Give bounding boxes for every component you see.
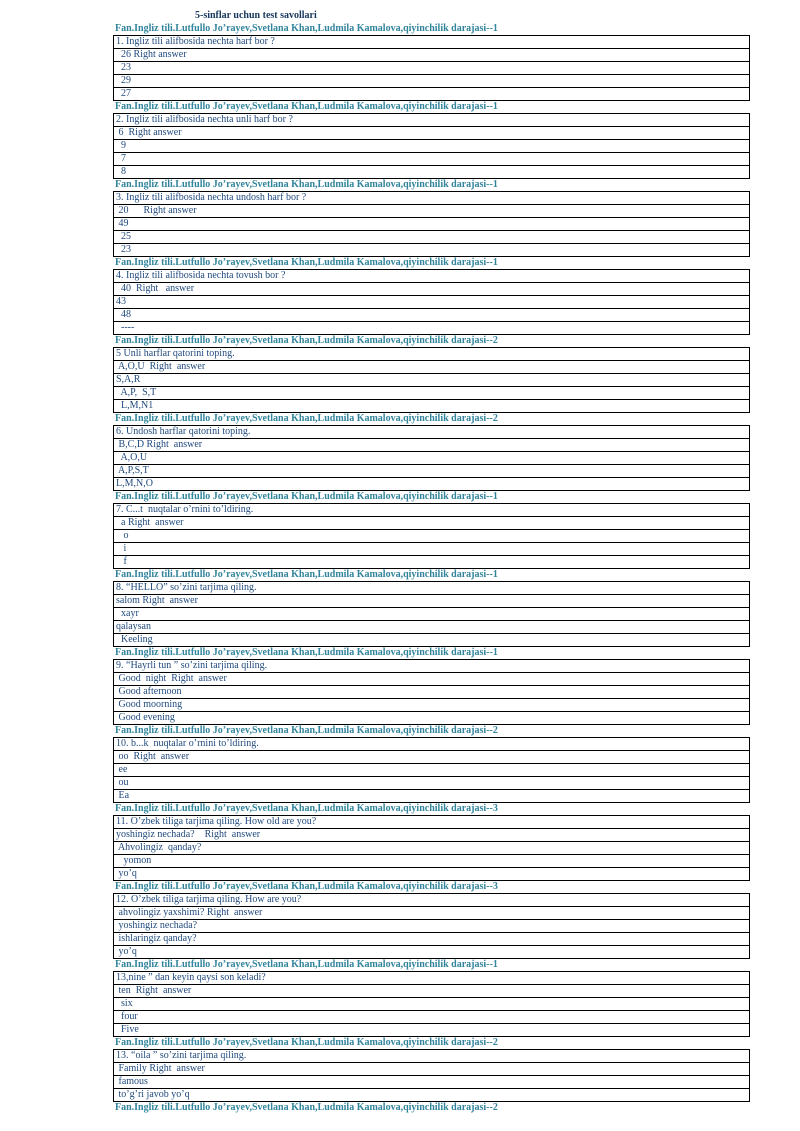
answer-option: Good evening xyxy=(114,711,749,724)
answer-option: yo’q xyxy=(114,945,749,958)
answer-option: Good afternoon xyxy=(114,685,749,698)
answer-option: Ahvolingiz qanday? xyxy=(114,841,749,854)
answer-option: B,C,D Right answer xyxy=(114,438,749,451)
answer-option: four xyxy=(114,1010,749,1023)
subject-header: Fan.Ingliz tili.Lutfullo Jo’rayev,Svetlana Khan,Ludmila Kamalova,qiyinchilik darajasi--2 xyxy=(115,725,498,736)
answer-option: Family Right answer xyxy=(114,1062,749,1075)
question-table xyxy=(113,1049,750,1102)
answer-option: 23 xyxy=(114,61,749,74)
question-list xyxy=(113,23,750,1102)
subject-header: Fan.Ingliz tili.Lutfullo Jo’rayev,Svetlana Khan,Ludmila Kamalova,qiyinchilik darajasi--3 xyxy=(115,803,498,814)
test-document xyxy=(113,9,750,1114)
question-table xyxy=(113,971,750,1037)
answer-option: 29 xyxy=(114,74,749,87)
answer-option: 20 Right answer xyxy=(114,204,749,217)
question-text: 11. O’zbek tiliga tarjima qiling. How old are you? xyxy=(116,816,317,827)
document-title: 5-sinflar uchun test savollari xyxy=(195,10,317,21)
question-text: 2. Ingliz tili alifbosida nechta unli harf bor ? xyxy=(116,114,293,125)
subject-header: Fan.Ingliz tili.Lutfullo Jo’rayev,Svetlana Khan,Ludmila Kamalova,qiyinchilik darajasi--3 xyxy=(115,881,498,892)
answer-option: oo Right answer xyxy=(114,750,749,763)
answer-option: Good moorning xyxy=(114,698,749,711)
subject-header: Fan.Ingliz tili.Lutfullo Jo’rayev,Svetlana Khan,Ludmila Kamalova,qiyinchilik darajasi--1 xyxy=(115,491,498,502)
question-table xyxy=(113,35,750,101)
answer-option: yoshingiz nechada? Right answer xyxy=(114,828,749,841)
answer-option: A,O,U xyxy=(114,451,749,464)
answer-option: f xyxy=(114,555,749,568)
answer-option: yo’q xyxy=(114,867,749,880)
question-table xyxy=(113,737,750,803)
answer-option: a Right answer xyxy=(114,516,749,529)
subject-header: Fan.Ingliz tili.Lutfullo Jo’rayev,Svetlana Khan,Ludmila Kamalova,qiyinchilik darajasi--2 xyxy=(115,413,498,424)
question-table xyxy=(113,893,750,959)
subject-header: Fan.Ingliz tili.Lutfullo Jo’rayev,Svetlana Khan,Ludmila Kamalova,qiyinchilik darajasi--1 xyxy=(115,101,498,112)
subject-header: Fan.Ingliz tili.Lutfullo Jo’rayev,Svetlana Khan,Ludmila Kamalova,qiyinchilik darajasi--1 xyxy=(115,257,498,268)
answer-option: 23 xyxy=(114,243,749,256)
answer-option: A,O,U Right answer xyxy=(114,360,749,373)
subject-header: Fan.Ingliz tili.Lutfullo Jo’rayev,Svetlana Khan,Ludmila Kamalova,qiyinchilik darajasi--1 xyxy=(115,23,498,34)
answer-option: 7 xyxy=(114,152,749,165)
answer-option: 49 xyxy=(114,217,749,230)
answer-option: ---- xyxy=(114,321,749,334)
subject-header: Fan.Ingliz tili.Lutfullo Jo’rayev,Svetlana Khan,Ludmila Kamalova,qiyinchilik darajasi--2 xyxy=(115,335,498,346)
subject-header: Fan.Ingliz tili.Lutfullo Jo’rayev,Svetlana Khan,Ludmila Kamalova,qiyinchilik darajasi--1 xyxy=(115,647,498,658)
subject-header: Fan.Ingliz tili.Lutfullo Jo’rayev,Svetlana Khan,Ludmila Kamalova,qiyinchilik darajasi--1 xyxy=(115,569,498,580)
answer-option: 25 xyxy=(114,230,749,243)
answer-option: ishlaringiz qanday? xyxy=(114,932,749,945)
answer-option: 26 Right answer xyxy=(114,48,749,61)
answer-option: yoshingiz nechada? xyxy=(114,919,749,932)
question-text: 9. “Hayrli tun ” so’zini tarjima qiling. xyxy=(116,660,268,671)
question-text: 4. Ingliz tili alifbosida nechta tovush bor ? xyxy=(116,270,286,281)
subject-header: Fan.Ingliz tili.Lutfullo Jo’rayev,Svetlana Khan,Ludmila Kamalova,qiyinchilik darajasi--1 xyxy=(115,959,498,970)
answer-option: 9 xyxy=(114,139,749,152)
answer-option: o xyxy=(114,529,749,542)
answer-option: 6 Right answer xyxy=(114,126,749,139)
answer-option: i xyxy=(114,542,749,555)
answer-option: famous xyxy=(114,1075,749,1088)
answer-option: salom Right answer xyxy=(114,594,749,607)
question-table xyxy=(113,425,750,491)
answer-option: S,A,R xyxy=(114,373,749,386)
answer-option: six xyxy=(114,997,749,1010)
answer-option: Ea xyxy=(114,789,749,802)
question-text: 5 Unli harflar qatorini toping. xyxy=(116,348,235,359)
answer-option: A,P, S,T xyxy=(114,386,749,399)
answer-option: A,P,S,T xyxy=(114,464,749,477)
question-table xyxy=(113,581,750,647)
answer-option: ou xyxy=(114,776,749,789)
question-table xyxy=(113,659,750,725)
answer-option: ten Right answer xyxy=(114,984,749,997)
question-text: 8. “HELLO” so’zini tarjima qiling. xyxy=(116,582,257,593)
question-text: 12. O’zbek tiliga tarjima qiling. How are you? xyxy=(116,894,302,905)
answer-option: 40 Right answer xyxy=(114,282,749,295)
answer-option: L,M,N1 xyxy=(114,399,749,412)
question-text: 3. Ingliz tili alifbosida nechta undosh harf bor ? xyxy=(116,192,307,203)
answer-option: 43 xyxy=(114,295,749,308)
answer-option: qalaysan xyxy=(114,620,749,633)
question-text: 13. “oila ” so’zini tarjima qiling. xyxy=(116,1050,247,1061)
question-table xyxy=(113,347,750,413)
answer-option: Good night Right answer xyxy=(114,672,749,685)
answer-option: yomon xyxy=(114,854,749,867)
question-text: 7. C...t nuqtalar o’rnini to’ldiring. xyxy=(116,504,254,515)
question-table xyxy=(113,191,750,257)
question-table xyxy=(113,269,750,335)
answer-option: ee xyxy=(114,763,749,776)
answer-option: xayr xyxy=(114,607,749,620)
question-text: 1. Ingliz tili alifbosida nechta harf bor ? xyxy=(116,36,275,47)
answer-option: 48 xyxy=(114,308,749,321)
subject-header: Fan.Ingliz tili.Lutfullo Jo’rayev,Svetlana Khan,Ludmila Kamalova,qiyinchilik darajasi--1 xyxy=(115,179,498,190)
question-table xyxy=(113,815,750,881)
answer-option: to’g’ri javob yo’q xyxy=(114,1088,749,1101)
answer-option: Keeling xyxy=(114,633,749,646)
question-text: 13,nine ” dan keyin qaysi son keladi? xyxy=(116,972,266,983)
answer-option: ahvolingiz yaxshimi? Right answer xyxy=(114,906,749,919)
question-table xyxy=(113,113,750,179)
trailing-subject-header: Fan.Ingliz tili.Lutfullo Jo’rayev,Svetlana Khan,Ludmila Kamalova,qiyinchilik darajasi--2 xyxy=(115,1102,498,1113)
answer-option: 8 xyxy=(114,165,749,178)
question-text: 6. Undosh harflar qatorini toping. xyxy=(116,426,251,437)
question-text: 10. b...k nuqtalar o’rnini to’ldiring. xyxy=(116,738,259,749)
answer-option: L,M,N,O xyxy=(114,477,749,490)
question-table xyxy=(113,503,750,569)
answer-option: 27 xyxy=(114,87,749,100)
subject-header: Fan.Ingliz tili.Lutfullo Jo’rayev,Svetlana Khan,Ludmila Kamalova,qiyinchilik darajasi--2 xyxy=(115,1037,498,1048)
answer-option: Five xyxy=(114,1023,749,1036)
